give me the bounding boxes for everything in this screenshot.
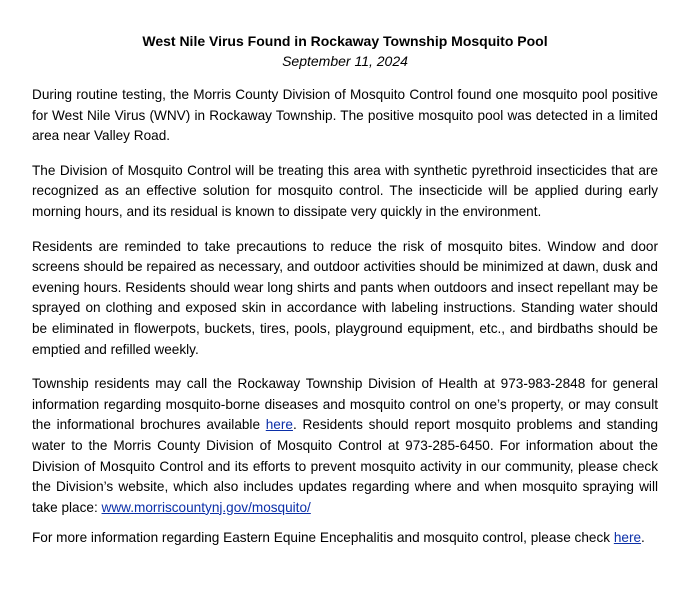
eee-text-end: . [641, 530, 645, 546]
document-title: West Nile Virus Found in Rockaway Township Mosquito Pool [142, 33, 548, 49]
paragraph-treatment: The Division of Mosquito Control will be treating this area with synthetic pyrethroid insecticides that are recognized as an effective solution for mosquito control. The insecticide will be applied during early morning hours, and its residual is known to dissipate very quickly in the environment. [32, 162, 658, 219]
brochures-here-link[interactable]: here [265, 417, 293, 433]
mosquito-website-link[interactable]: www.morriscountynj.gov/mosquito/ [101, 499, 311, 515]
paragraph-eee [32, 528, 658, 549]
eee-text-start: For more information regarding Eastern Equine Encephalitis and mosquito control, please check [32, 530, 614, 546]
contacts-text-start: Township residents may call the Rockaway Township Division of Health at 973-983-2848 for general information regarding mosquito-borne diseases and mosquito control on one’s property, or may consult the informational brochures available [32, 376, 658, 433]
paragraph-precautions: Residents are reminded to take precautions to reduce the risk of mosquito bites. Window and door screens should be repaired as necessary, and outdoor activities should be minimized at dawn, dusk and evening hours. Residents should wear long shirts and pants when outdoors and insect repellant may be sprayed on clothing and exposed skin in accordance with labeling instructions. Standing water should be eliminated in flowerpots, buckets, tires, pools, playground equipment, etc., and birdbaths should be emptied and refilled weekly. [32, 238, 658, 357]
document-date: September 11, 2024 [282, 53, 408, 69]
paragraph-testing: During routine testing, the Morris County Division of Mosquito Control found one mosquito pool positive for West Nile Virus (WNV) in Rockaway Township. The positive mosquito pool was detected in a limited area near Valley Road. [32, 87, 658, 144]
paragraph-contacts [32, 374, 658, 518]
contacts-text-middle: . Residents should report mosquito problems and standing water to the Morris County Division of Mosquito Control at 973-285-6450. For information about the Division of Mosquito Control and its efforts to prevent mosquito activity in our community, please check the Division’s website, which also includes updates regarding where and when mosquito spraying will take place: [32, 417, 659, 515]
eee-here-link[interactable]: here [613, 530, 642, 546]
